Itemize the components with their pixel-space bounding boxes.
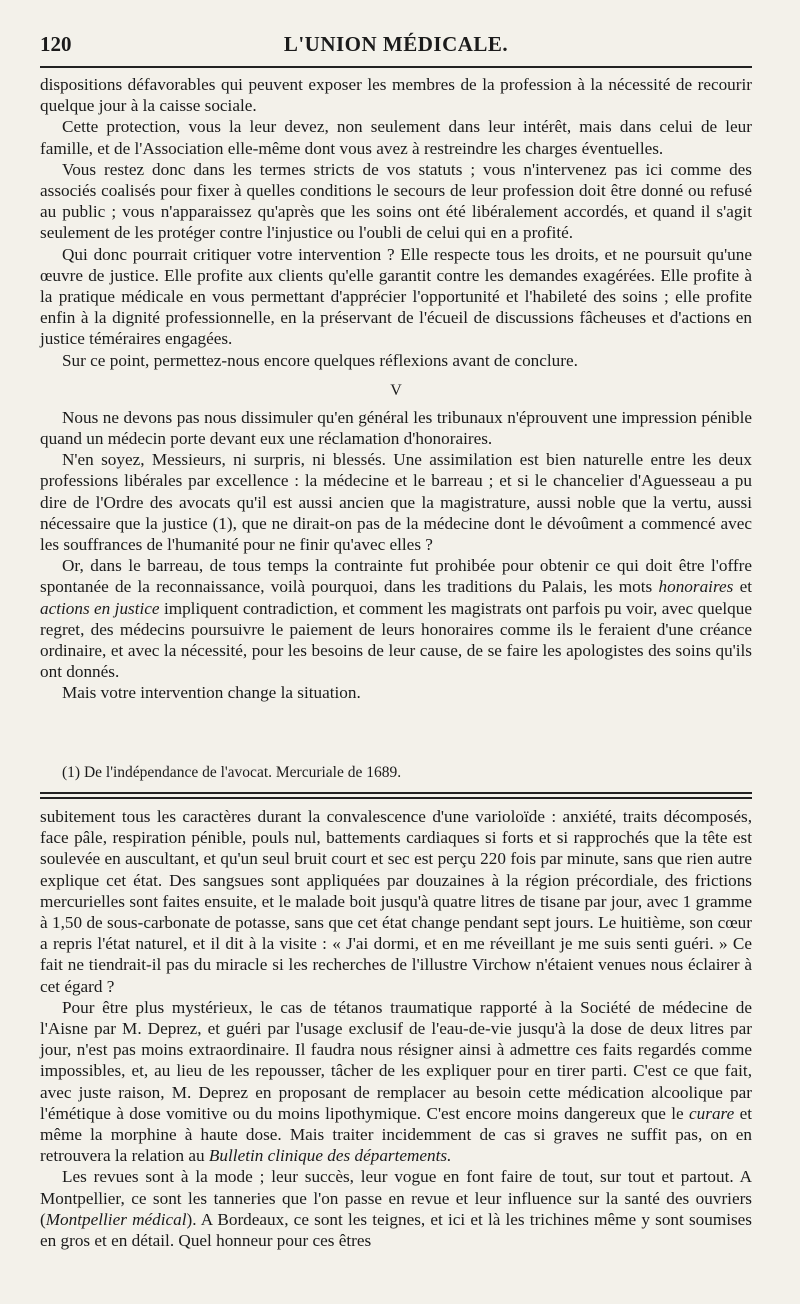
paragraph [40, 1166, 752, 1251]
paragraph: Mais votre intervention change la situation. [62, 683, 361, 703]
paragraph: subitement tous les caractères durant la convalescence d'une varioloïde : anxiété, traits décomposés, face pâle, respiration pénible, pouls nul, battements cardiaques si forts et si rapprochés que la tête est soulevée en auscultant, et qu'un seul bruit court et sec est perçu 220 fois par minute, sans que rien autre explique cet état. Des sangsues sont appliquées par douzaines à la région précordiale, des frictions mercurielles sont faites ensuite, et le malade boit jusqu'à quatre litres de tisane par jour, avec 1 gramme à 1,50 de sous-carbonate de potasse, sans que cet état change pendant sept jours. Le huitième, son cœur a repris l'état naturel, et il dit à la visite : « J'ai dormi, et en me réveillant je me suis senti guéri. » Ce fait ne tiendrait-il pas du miracle si les recherches de l'illustre Virchow n'étaient venues nous éclairer à cet égard ? [40, 807, 752, 996]
text-run: Pour être plus mystérieux, le cas de tétanos traumatique rapporté à la Société de médecine de l'Aisne par M. Deprez, et guéri par l'usage exclusif de l'eau-de-vie jusqu'à la dose de deux litres par jour, n'est pas moins extraordinaire. Il faudra nous résigner ainsi à admettre ces faits regardés comme impossibles, et, au lieu de les repousser, tâcher de les expliquer pour en tirer parti. C'est ce que fait, avec juste raison, M. Deprez en proposant de remplacer au besoin cette médication alcoolique par l'émétique à dose vomitive ou du moins lipothymique. C'est encore moins dangereux que le [40, 997, 752, 1123]
italic-term: Bulletin clinique des départements. [208, 1146, 452, 1166]
paragraph [40, 997, 752, 1167]
running-title: L'UNION MÉDICALE. [283, 32, 509, 56]
page-header [40, 28, 752, 62]
paragraph: Cette protection, vous la leur devez, non seulement dans leur intérêt, mais dans celui de leur famille, et de l'Association elle-même dont vous avez à restreindre les charges éventuelles. [40, 117, 752, 158]
section-number: V [390, 381, 402, 399]
italic-term: curare [689, 1103, 735, 1123]
text-run: ). A Bordeaux, ce sont les teignes, et ici et là les trichines même y sont soumises en gros et en détail. Quel honneur pour ces êtres [40, 1209, 752, 1251]
section-divider [40, 792, 752, 799]
paragraph: dispositions défavorables qui peuvent exposer les membres de la profession à la nécessité de recourir quelque jour à la caisse sociale. [40, 75, 752, 116]
italic-term: actions en justice [40, 598, 160, 618]
italic-term: Montpellier médical [45, 1209, 187, 1229]
text-run: Or, dans le barreau, de tous temps la contrainte fut prohibée pour obtenir ce qui doit être l'offre spontanée de la reconnaissance, voilà pourquoi, dans les traditions du Palais, les mots [40, 556, 752, 597]
paragraph: Vous restez donc dans les termes stricts de vos statuts ; vous n'intervenez pas ici comme des associés coalisés pour fixer à quelles conditions le secours de leur profession doit être donné ou refusé au public ; vous n'apparaissez qu'après que les soins ont été libéralement accordés, et quand il s'agit seulement de les protéger contre l'injustice ou l'oubli de celui qui en a profité. [40, 159, 752, 243]
paragraph: Qui donc pourrait critiquer votre intervention ? Elle respecte tous les droits, et ne poursuit qu'une œuvre de justice. Elle profite aux clients qu'elle garantit contre les demandes exagérées. Elle profite à la pratique médicale en vous permettant d'apprécier l'opportunité et l'habileté des soins ; elle profite enfin à la dignité professionnelle, en la préservant de l'écueil de discussions fâcheuses et d'actions en justice téméraires engagées. [40, 244, 752, 349]
text-run: et [733, 577, 753, 597]
text-run: et même la morphine à haute dose. Mais traiter incidemment de cas si graves ne suffit pas, on en retrouvera la relation au [40, 1103, 753, 1166]
footnote: (1) De l'indépendance de l'avocat. Mercuriale de 1689. [62, 764, 402, 781]
header-rule [40, 66, 752, 68]
second-article-body [40, 806, 752, 1251]
text-run: Les revues sont à la mode ; leur succès, leur vogue en font faire de tout, sur tout et partout. A Montpellier, ce sont les tanneries que l'on passe en revue et leur influence sur la santé des ouvriers ( [40, 1167, 752, 1229]
page-number: 120 [40, 32, 72, 56]
text-run: impliquent contradiction, et comment les magistrats ont parfois pu voir, avec quelque regret, des médecins poursuivre le paiement de leurs honoraires comme ils le feraient d'une créance ordinaire, et avec la nécessité, pour les besoins de leur cause, de se faire les apologistes des soins qu'ils ont donnés. [40, 598, 752, 682]
paragraph: Nous ne devons pas nous dissimuler qu'en général les tribunaux n'éprouvent une impression pénible quand un médecin porte devant eux une réclamation d'honoraires. [40, 407, 752, 449]
paragraph: N'en soyez, Messieurs, ni surpris, ni blessés. Une assimilation est bien naturelle entre les deux professions libérales par excellence : la médecine et le barreau ; et si le chancelier d'Aguesseau a pu dire de l'Ordre des avocats qu'il est aussi ancien que la magistrature, aussi noble que la vertu, aussi nécessaire que la justice (1), que ne dirait-on pas de la médecine dont le dévoûment a commencé avec les souffrances de l'humanité pour ne finir qu'avec elles ? [40, 450, 752, 555]
italic-term: honoraires [658, 577, 734, 597]
article-body [40, 74, 752, 704]
paragraph: Sur ce point, permettez-nous encore quelques réflexions avant de conclure. [62, 350, 578, 370]
paragraph [40, 555, 752, 682]
